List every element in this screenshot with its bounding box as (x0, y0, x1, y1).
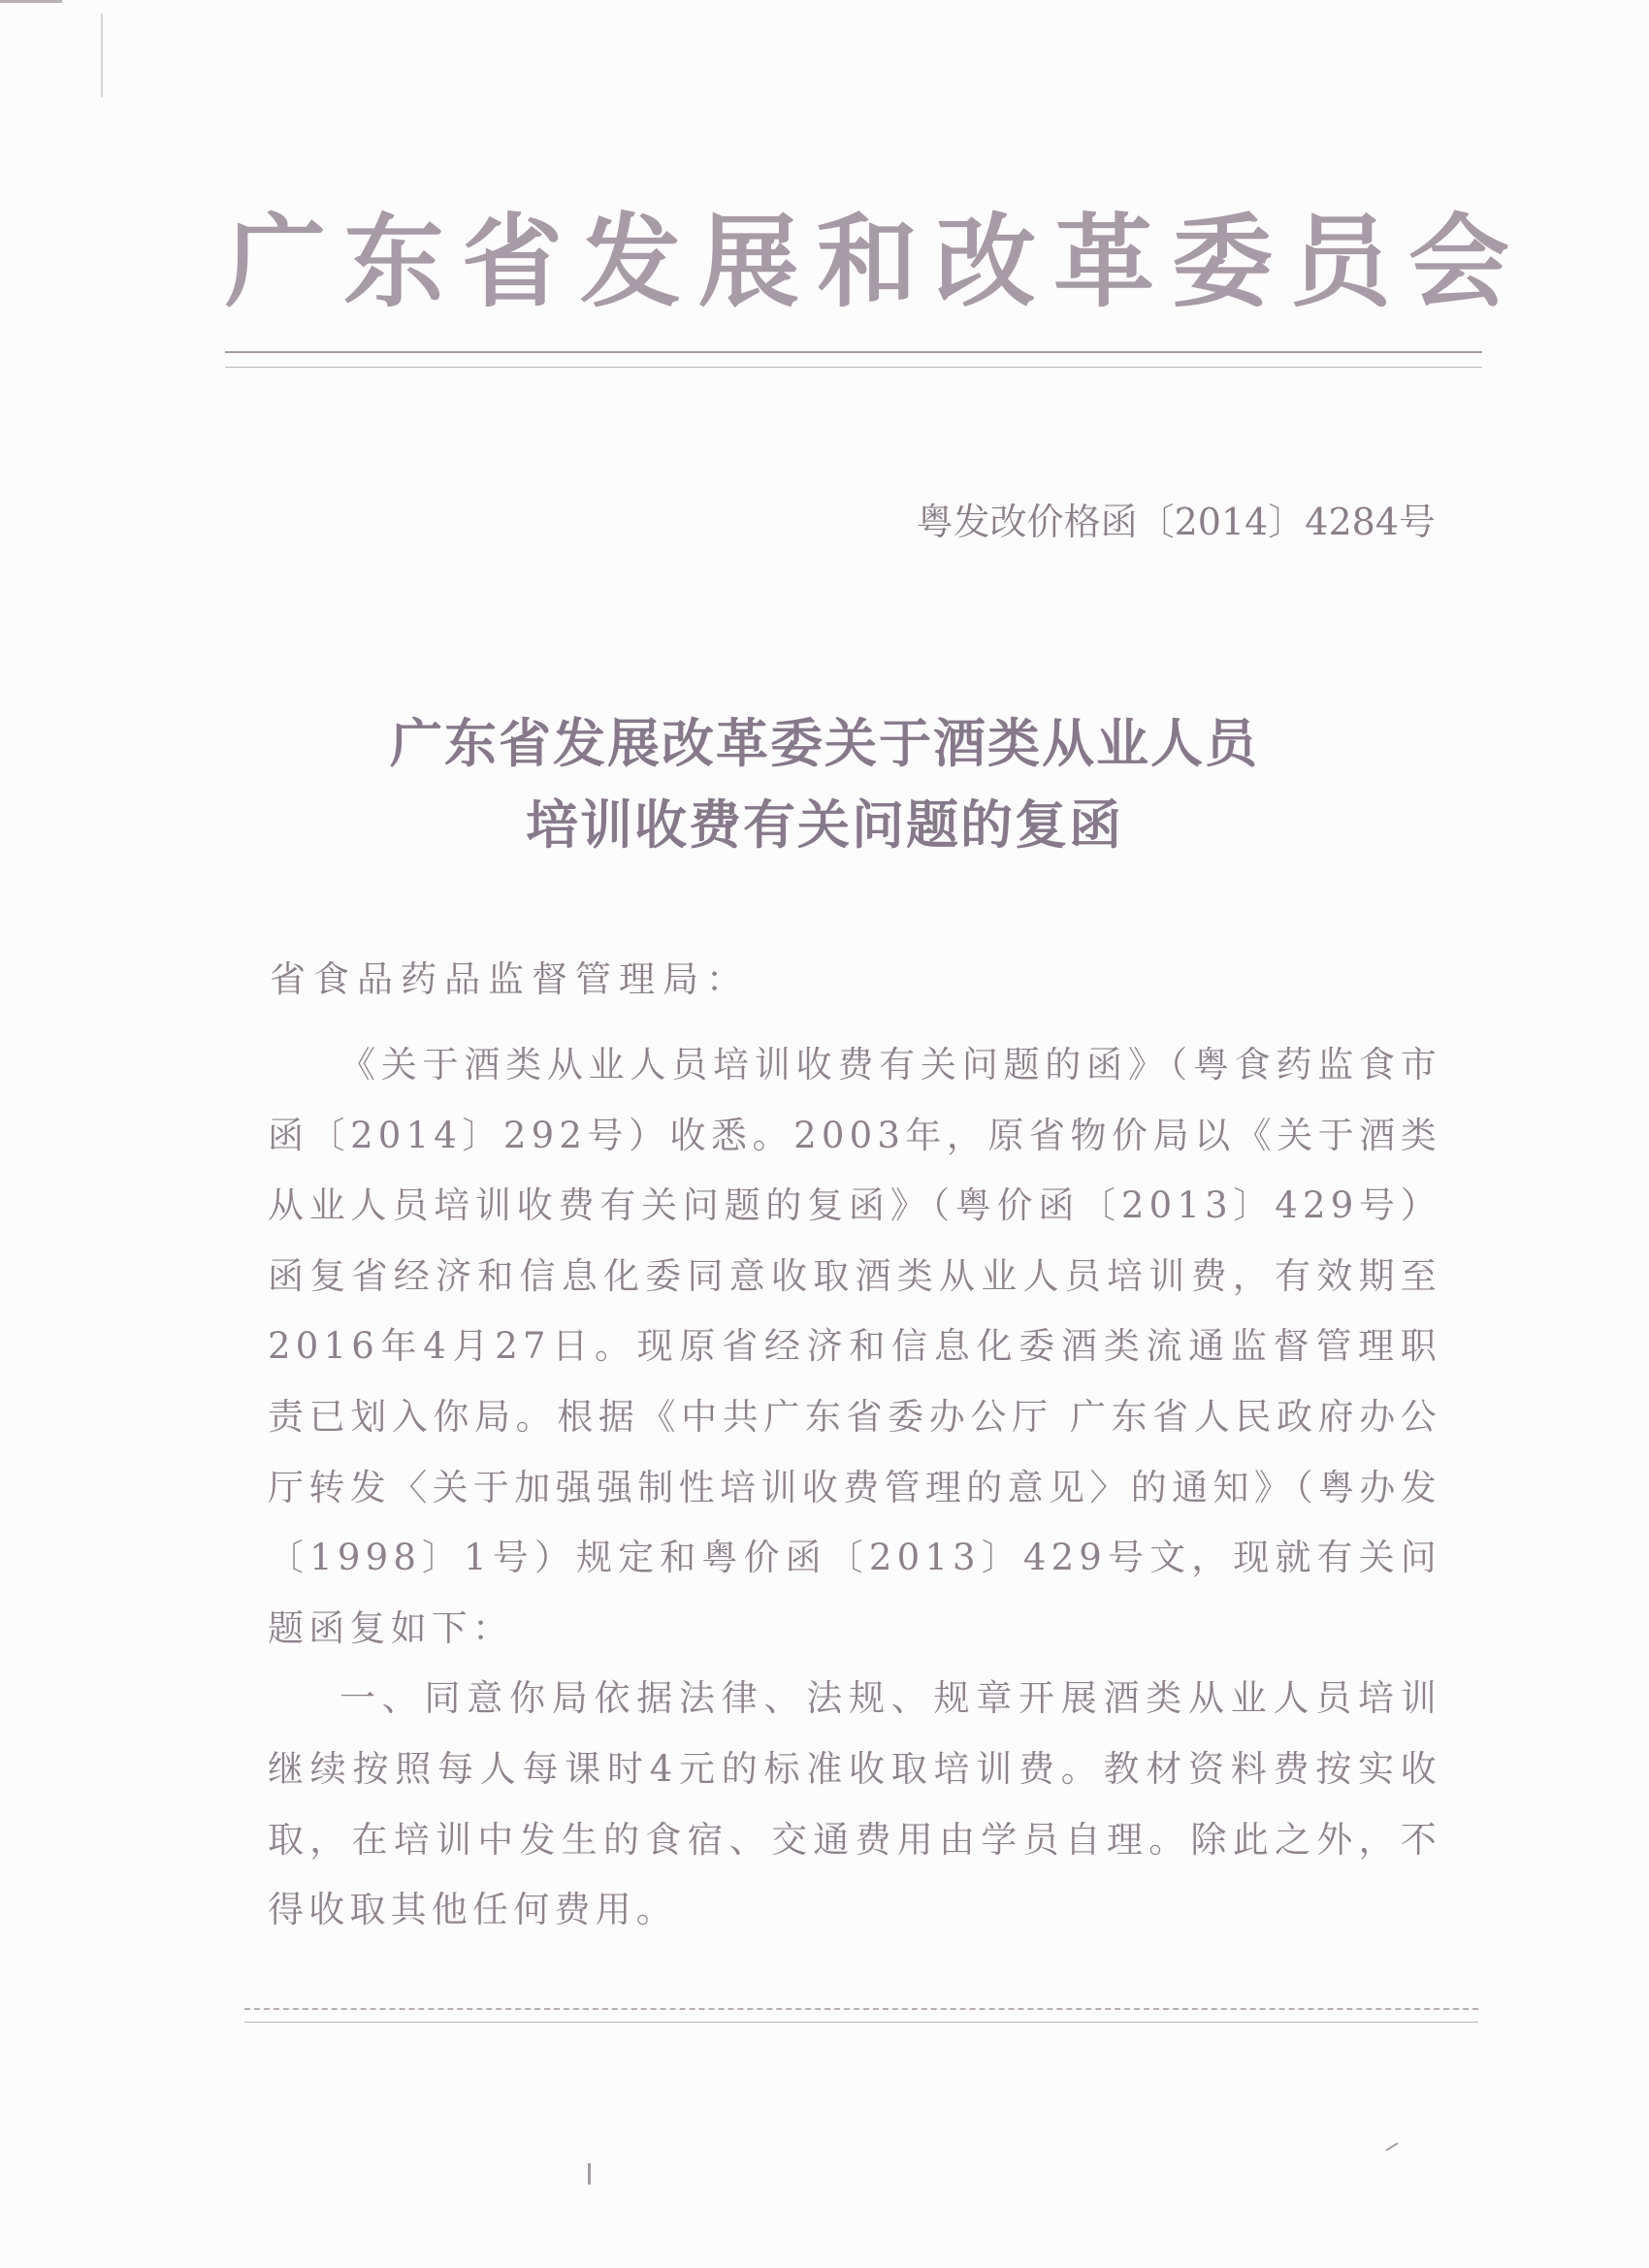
document-title-line: 培训收费有关问题的复函 (526, 794, 1123, 856)
footer-rule (244, 2008, 1478, 2010)
masthead-rule-secondary (225, 367, 1482, 368)
salutation: 省食品药品监督管理局： (270, 958, 750, 1000)
scan-speck (1386, 2142, 1399, 2151)
scan-edge-mark (101, 14, 103, 97)
footer-rule-secondary (244, 2022, 1478, 2023)
document-number: 粤发改价格函〔2014〕4284号 (916, 501, 1436, 543)
masthead-org-name: 广东省发展和改革委员会 (225, 202, 1528, 321)
letter-body (268, 1030, 1441, 1946)
body-paragraph: 《关于酒类从业人员培训收费有关问题的函》（粤食药监食市函〔2014〕292号）收悉。2003年，原省物价局以《关于酒类从业人员培训收费有关问题的复函》（粤价函〔2013〕429号）函复省经济和信息化委同意收取酒类从业人员培训费，有效期至2016年4月27日。现原省经济和信息化委酒类流通监督管理职责已划入你局。根据《中共广东省委办公厅 广东省人民政府办公厅转发〈关于加强强制性培训收费管理的意见〉的通知》（粤办发〔1998〕1号）规定和粤价函〔2013〕429号文，现就有关问题函复如下： (268, 1044, 1441, 1649)
scan-edge-mark (0, 0, 62, 3)
document-title-line: 广东省发展改革委关于酒类从业人员 (390, 712, 1259, 774)
scan-speck (588, 2163, 591, 2185)
document-title (252, 702, 1397, 865)
body-paragraph: 一、同意你局依据法律、法规、规章开展酒类从业人员培训继续按照每人每课时4元的标准收取培训费。教材资料费按实收取，在培训中发生的食宿、交通费用由学员自理。除此之外，不得收取其他任何费用。 (268, 1677, 1441, 1931)
masthead-rule (225, 351, 1482, 353)
